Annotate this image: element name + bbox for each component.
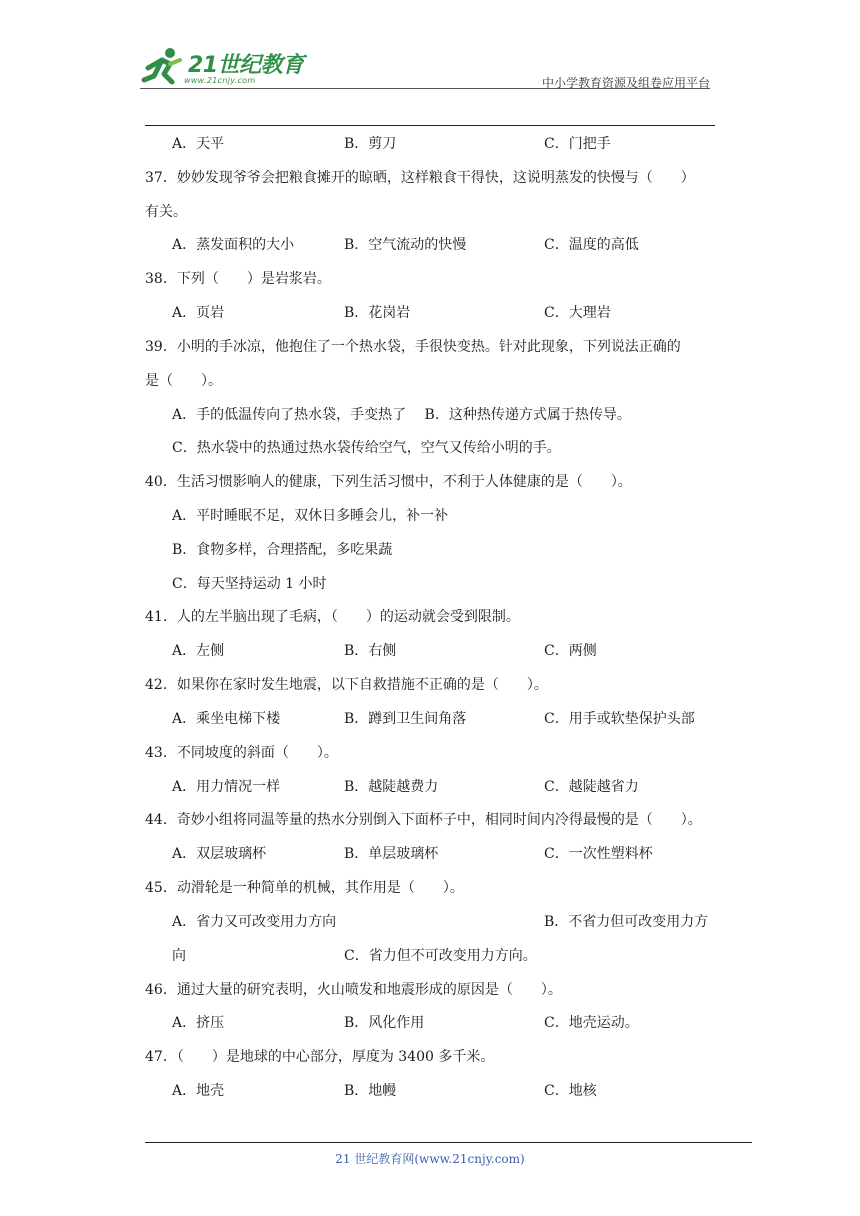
q39-option-c: C．热水袋中的热通过热水袋传给空气，空气又传给小明的手。 — [172, 440, 561, 456]
q43-option-b: B．越陡越费力 — [344, 779, 439, 795]
q43-option-a: A．用力情况一样 — [172, 779, 281, 795]
q41-option-b: B．右侧 — [344, 643, 397, 659]
question-39-line2: 是（ ）。 — [145, 373, 222, 389]
question-37-line2: 有关。 — [145, 204, 187, 220]
question-37-line1: 37．妙妙发现爷爷会把粮食摊开的晾晒，这样粮食干得快，这说明蒸发的快慢与（ ） — [145, 170, 695, 186]
content-top-rule — [145, 125, 715, 126]
q45-option-b: B．不省力但可改变用力方 — [544, 914, 709, 930]
q44-option-a: A．双层玻璃杯 — [172, 846, 267, 862]
q38-option-b: B．花岗岩 — [344, 305, 411, 321]
q38-option-c: C．大理岩 — [544, 305, 611, 321]
question-41: 41．人的左半脑出现了毛病，（ ）的运动就会受到限制。 — [145, 609, 520, 625]
q44-option-b: B．单层玻璃杯 — [344, 846, 439, 862]
question-47: 47．（ ）是地球的中心部分，厚度为 3400 多千米。 — [145, 1049, 495, 1065]
question-39-line1: 39．小明的手冰凉，他抱住了一个热水袋，手很快变热。针对此现象，下列说法正确的 — [145, 339, 681, 355]
q41-option-c: C．两侧 — [544, 643, 597, 659]
q46-option-b: B．风化作用 — [344, 1015, 425, 1031]
footer-rule — [145, 1142, 752, 1143]
q45-option-b-continued: 向 — [172, 948, 186, 964]
q40-option-a: A．平时睡眠不足，双休日多睡会儿，补一补 — [172, 508, 449, 524]
question-43: 43．不同坡度的斜面（ ）。 — [145, 745, 338, 761]
q41-option-a: A．左侧 — [172, 643, 225, 659]
q37-option-b: B．空气流动的快慢 — [344, 237, 467, 253]
q39-option-ab: A．手的低温传向了热水袋，手变热了 B．这种热传递方式属于热传导。 — [172, 407, 631, 423]
q45-option-a: A．省力又可改变用力方向 — [172, 914, 337, 930]
q46-option-a: A．挤压 — [172, 1015, 225, 1031]
question-40: 40．生活习惯影响人的健康，下列生活习惯中，不利于人体健康的是（ ）。 — [145, 474, 632, 490]
question-38: 38．下列（ ）是岩浆岩。 — [145, 271, 331, 287]
footer-link[interactable]: 21 世纪教育网(www.21cnjy.com) — [335, 1152, 525, 1166]
q37-option-a: A．蒸发面积的大小 — [172, 237, 295, 253]
q44-option-c: C．一次性塑料杯 — [544, 846, 653, 862]
prev-option-a: A．天平 — [172, 136, 225, 152]
logo-text: 21世纪教育 — [188, 53, 304, 78]
question-46: 46．通过大量的研究表明，火山喷发和地震形成的原因是（ ）。 — [145, 982, 562, 998]
q47-option-b: B．地幔 — [344, 1083, 397, 1099]
runner-logo-icon — [140, 46, 186, 86]
question-44: 44．奇妙小组将同温等量的热水分别倒入下面杯子中，相同时间内冷得最慢的是（ ）。 — [145, 812, 702, 828]
q42-option-c: C．用手或软垫保护头部 — [544, 711, 695, 727]
question-45: 45．动滑轮是一种简单的机械，其作用是（ ）。 — [145, 880, 464, 896]
logo — [140, 46, 310, 92]
q45-option-c: C．省力但不可改变用力方向。 — [344, 948, 537, 964]
q40-option-b: B．食物多样，合理搭配，多吃果蔬 — [172, 542, 393, 558]
q47-option-a: A．地壳 — [172, 1083, 225, 1099]
header-platform-text: 中小学教育资源及组卷应用平台 — [541, 76, 710, 90]
q47-option-c: C．地核 — [544, 1083, 597, 1099]
prev-option-c: C．门把手 — [544, 136, 611, 152]
q40-option-c: C．每天坚持运动 1 小时 — [172, 576, 327, 592]
prev-option-b: B．剪刀 — [344, 136, 397, 152]
question-42: 42．如果你在家时发生地震，以下自救措施不正确的是（ ）。 — [145, 677, 548, 693]
q42-option-b: B．蹲到卫生间角落 — [344, 711, 467, 727]
q46-option-c: C．地壳运动。 — [544, 1015, 639, 1031]
logo-url: www.21cnjy.com — [184, 76, 256, 85]
q43-option-c: C．越陡越省力 — [544, 779, 639, 795]
q42-option-a: A．乘坐电梯下楼 — [172, 711, 281, 727]
q37-option-c: C．温度的高低 — [544, 237, 639, 253]
header-rule — [140, 88, 710, 89]
q38-option-a: A．页岩 — [172, 305, 225, 321]
